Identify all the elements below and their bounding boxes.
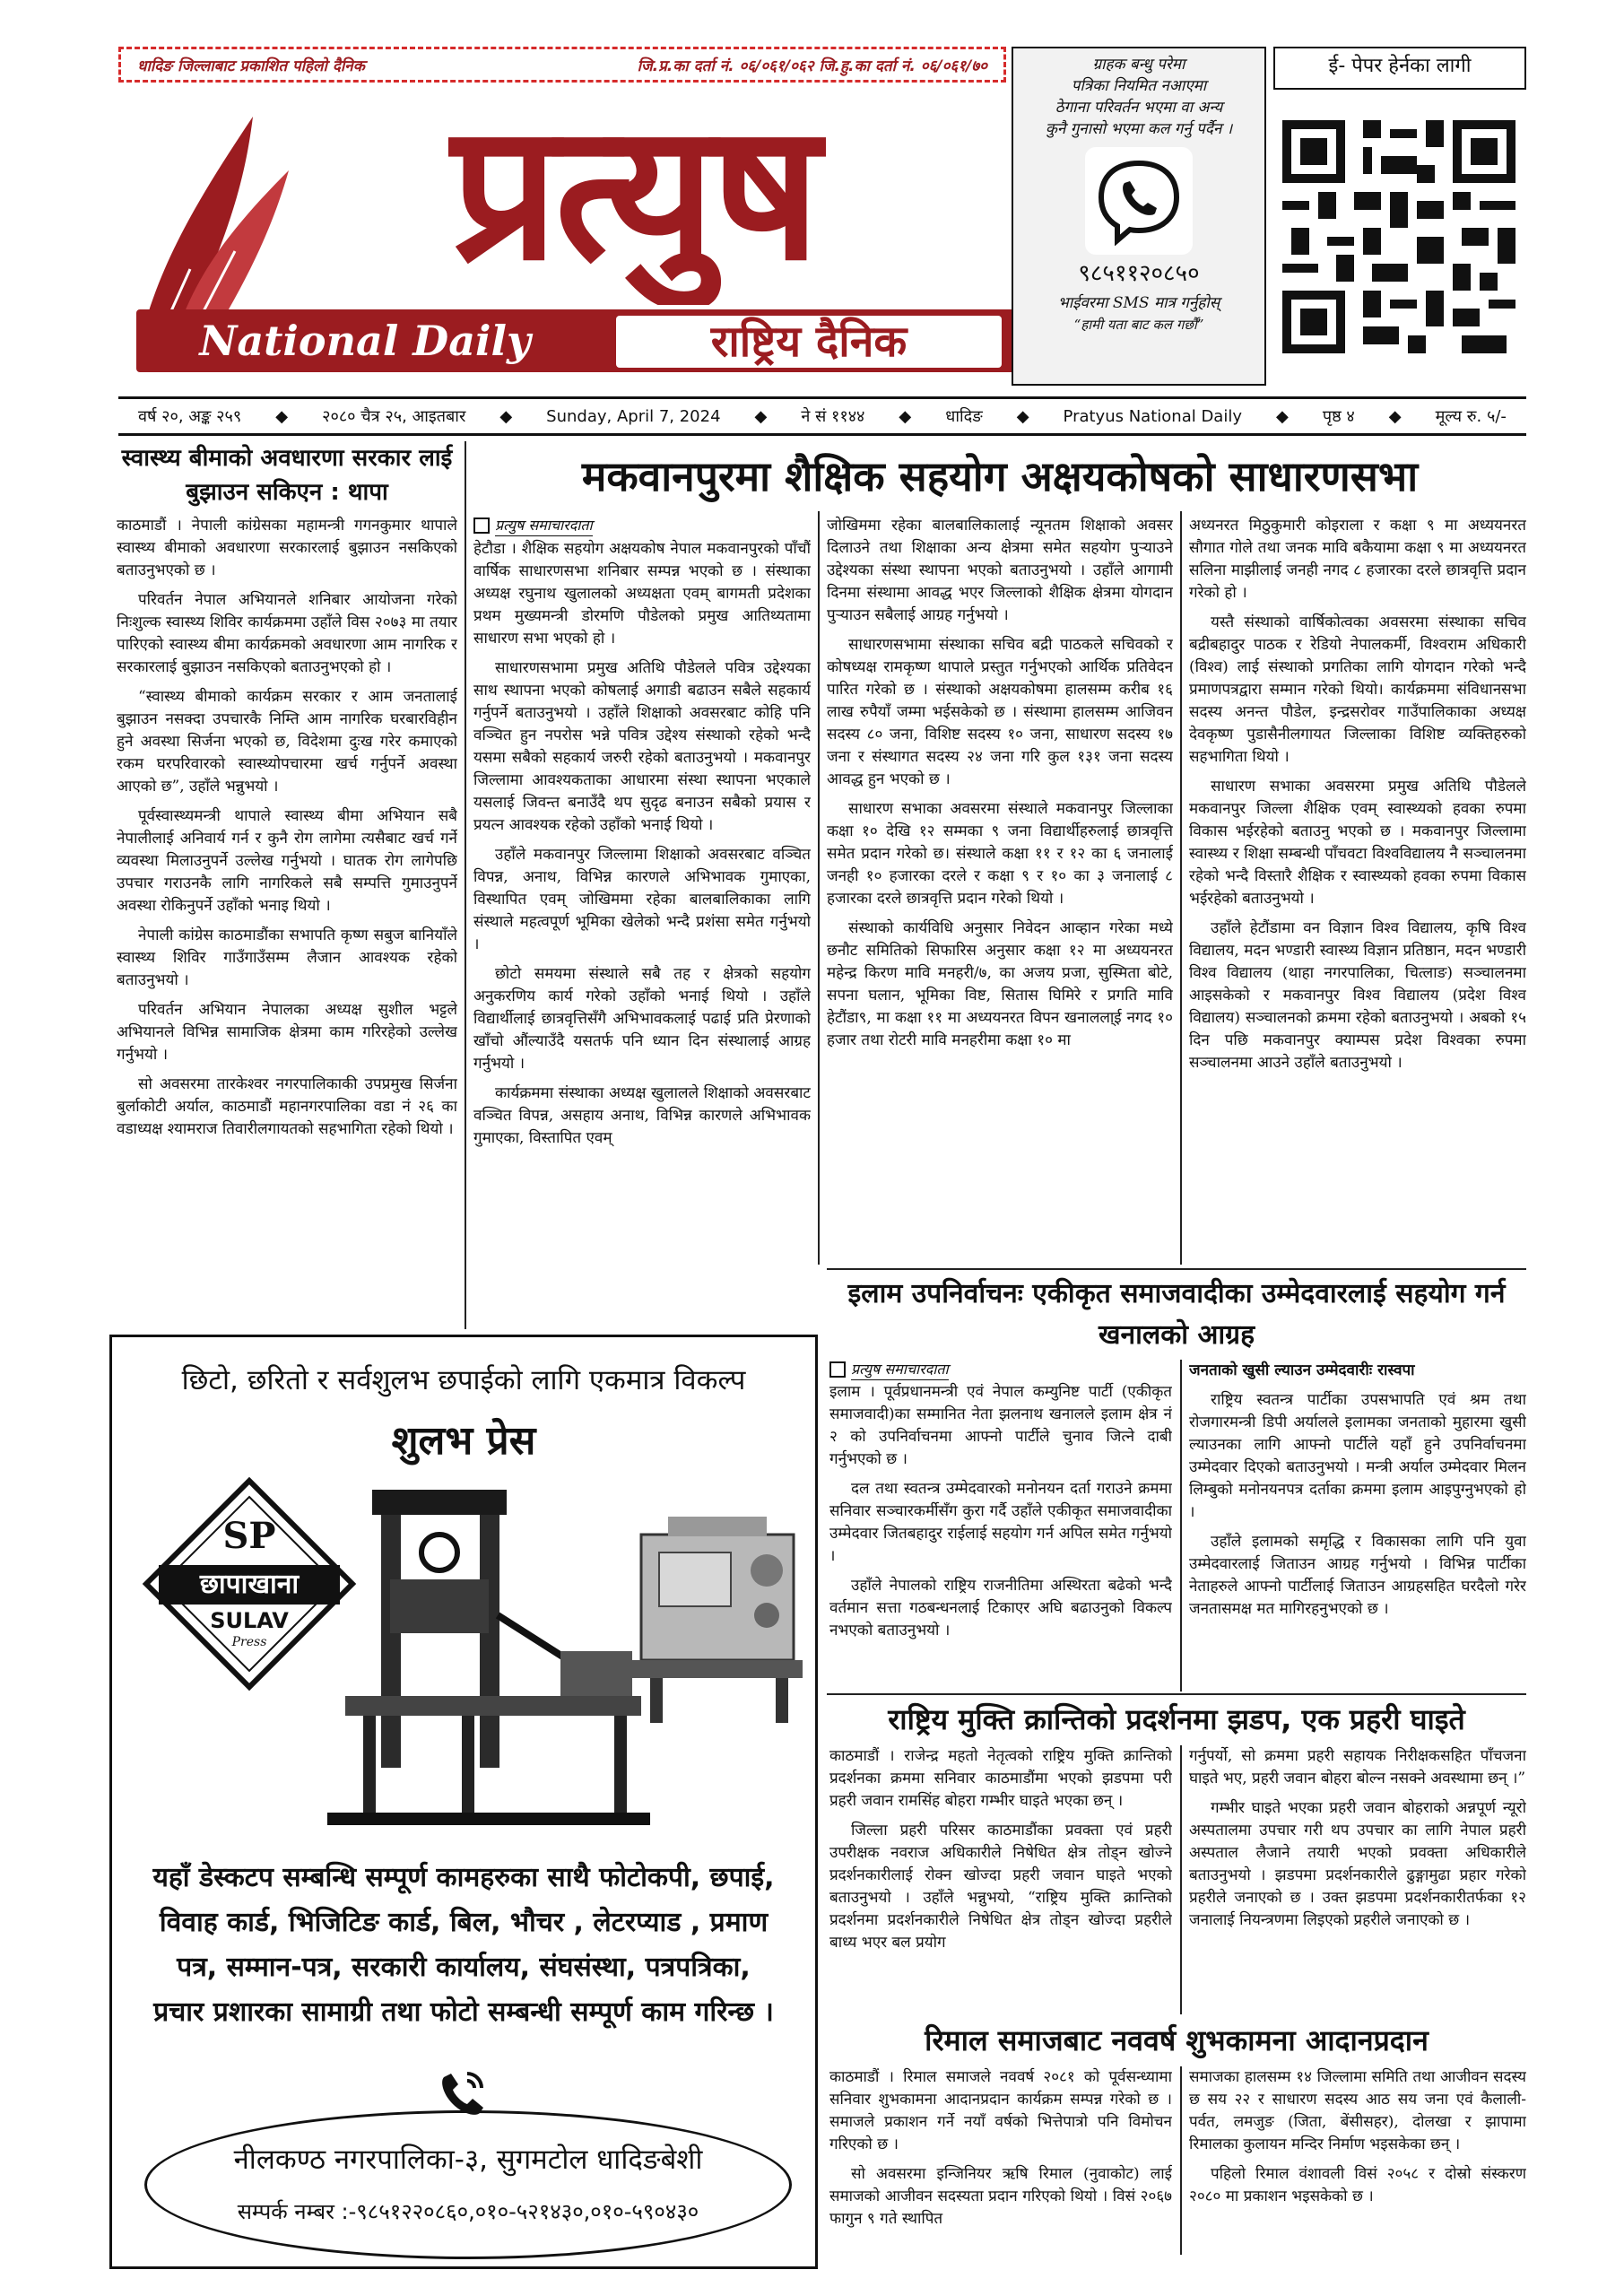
main-story-para: कार्यक्रममा संस्थाका अध्यक्ष खुलालले शिक्षाको अवसरबाट वञ्चित विपन्न, असहाय अनाथ, विभिन्न कारणले अभिभावक गुमाएका, विस्तापित एवम् <box>473 1084 811 1147</box>
ad-description: यहाँ डेस्कटप सम्बन्धि सम्पूर्ण कामहरुका साथै फोटोकपी, छपाई, विवाह कार्ड, भिजिटिङ कार्ड, बिल, भौचर , लेटरप्याड , प्रमाण पत्र, सम्मान-पत्र, सरकारी कार्यालय, संघसंस्था, पत्रपत्रिका, प्रचार प्रशारका सामाग्री तथा फोटो सम्बन्धी सम्पूर्ण काम गरिन्छ । <box>152 1862 775 2028</box>
notice-box <box>1012 47 1266 386</box>
main-story-para: अध्यनरत मिठुकुमारी कोइराला र कक्षा ९ मा अध्ययनरत सौगात गोले तथा जनक मावि बकैयामा कक्षा ९ मा अध्ययनरत सलिना माझीलाई जनही नगद ८ हजारका दरले छात्रवृत्ति प्रदान गरेको हो । <box>1189 517 1526 602</box>
logo-small: Press <box>231 1635 267 1649</box>
left-story-para: “स्वास्थ्य बीमाको कार्यक्रम सरकार र आम जनतालाई बुझाउन नसक्दा उपचारकै निम्ति आम नागरिक घरबारविहीन हुने अवस्था सिर्जना भएको छ, विदेशमा दुःख गरेर कमाएको रकम घरपरिवारको स्वास्थ्योपचारमा खर्च गर्नुपर्ने अवस्था आएको छ”, उहाँले भन्नुभयो । <box>117 688 457 796</box>
masthead-logo <box>118 83 1015 381</box>
offset-printer-icon <box>632 1499 812 1732</box>
notice-line-1: ग्राहक बन्धु परेमा <box>1092 56 1185 74</box>
left-story-para: नेपाली कांग्रेस काठमाडौंका सभापति कृष्ण सबुज बानियाँले स्वास्थ्य शिविर गाउँगाउँसम्म लैजान आवश्यक रहेको बताउनुभयो । <box>117 926 457 989</box>
masthead-subtitle-en: National Daily <box>199 317 531 365</box>
left-story-para: काठमाडौं । नेपाली कांग्रेसका महामन्त्री गगनकुमार थापाले स्वास्थ्य बीमाको अवधारणा सरकारलाई बुझाउन नसकिएको बताउनुभएको छ । <box>117 517 457 579</box>
main-story-para: संस्थाको कार्यविधि अनुसार निवेदन आव्हान गरेका मध्ये छनौट समितिको सिफारिस अनुसार कक्षा १२ मा अध्ययनरत महेन्द्र किरण मावि मनहरी/७, का अजय प्रजा, सुस्मिता बोटे, सपना घलान, भूमिका विष्ट, सितास घिमिरे र प्रगति मावि हेटौंडा९, मा कक्षा ११ मा अध्ययनरत विपन खनालला्ई नगद १० हजार तथा रोटरी मावि मनहरीमा कक्षा १० मा <box>827 919 1173 1049</box>
ad-name: शुलभ प्रेस <box>391 1418 536 1464</box>
byline-box-icon <box>829 1361 846 1378</box>
column-rule <box>818 511 820 1265</box>
left-story-body <box>117 515 457 1322</box>
ilam-story-col1 <box>829 1381 1172 1688</box>
rimal-story-para: सो अवसरमा इन्जिनियर ऋषि रिमाल (नुवाकोट) लाई समाजको आजीवन सदस्यता प्रदान गरिएको थियो । विसं २०६७ फागुन ९ गते स्थापित <box>829 2165 1172 2228</box>
masthead-subtitle-np: राष्ट्रिय दैनिक <box>616 316 1002 368</box>
ad-address: नीलकण्ठ नगरपालिका-३, सुगमटोल धादिङबेशी <box>233 2144 703 2176</box>
ilam-story-col2 <box>1189 1360 1526 1688</box>
byline-text: प्रत्युष समाचारदाता <box>851 1359 949 1380</box>
section-rule <box>827 1268 1526 1270</box>
main-story-byline <box>473 516 743 535</box>
info-ns: ने सं ११४४ <box>801 407 865 426</box>
notice-sms-line: भाईवरमा SMS मात्र गर्नुहोस् <box>1057 294 1220 312</box>
ad-contact-oval <box>144 2110 792 2259</box>
qr-code-icon[interactable] <box>1282 120 1515 353</box>
ilam-story-headline: इलाम उपनिर्वाचनः एकीकृत समाजवादीका उम्मेदवारलाई सहयोग गर्न खनालको आग्रह <box>847 1278 1506 1351</box>
ad-tagline: छिटो, छरितो र सर्वशुलभ छपाईको लागि एकमात्र विकल्प <box>181 1364 746 1396</box>
ilam-story-para: इलाम । पूर्वप्रधानमन्त्री एवं नेपाल कम्युनिष्ट पार्टी (एकीकृत समाजवादी)का सम्मानित नेता झलनाथ खनालले इलाम क्षेत्र नं २ को उपनिर्वाचनमा आफ्नो पार्टीले चुनाव जित्ने दाबी गर्नुभएको छ । <box>829 1383 1172 1468</box>
main-story-col2 <box>827 515 1173 1266</box>
column-rule <box>1180 2066 1182 2255</box>
ilam-story-byline <box>829 1360 1099 1379</box>
rimal-story-para: पहिलो रिमाल वंशावली विसं २०५८ र दोस्रो संस्करण २०८० मा प्रकाशन भइसकेको छ । <box>1189 2165 1526 2205</box>
logo-sp: SP <box>222 1515 276 1557</box>
ilam-story-para: राष्ट्रिय स्वतन्त्र पार्टीका उपसभापति एवं श्रम तथा रोजगारमन्त्री डिपी अर्यालले इलामका जनताको मुहारमा खुसी ल्याउनका लागि आफ्नो पार्टीले यहाँ हुने उपनिर्वाचनमा उम्मेदवार दिएको बताउनुभयो । मन्त्री अर्याल उम्मेदवार मिलन लिम्बुको मनोनयनपत्र दर्ताका क्रममा इलाम आइपुग्नुभएको हो । <box>1189 1391 1526 1521</box>
top-strip <box>118 47 1006 83</box>
main-story-para: साधारण सभाका अवसरमा प्रमुख अतिथि पौडेलले मकवानपुर जिल्ला शैक्षिक एवम् स्वास्थ्यको हवका रुपमा विकास भईरहेको बताउनु भएको छ । मकवानपुर जिल्लामा स्वास्थ्य र शिक्षा सम्बन्धी पाँचवटा विश्वविद्यालय नै सञ्चालनमा रहेको भन्दै विस्तारै शैक्षिक र स्वास्थ्यको हवका रुपमा विकास भईरहेको बताउनुभयो । <box>1189 778 1526 908</box>
main-story-para: साधारणसभामा प्रमुख अतिथि पौडेलले पवित्र उद्देश्यका साथ स्थापना भएको कोषलाई अगाडी बढाउन सबैले सहकार्य गर्नुपर्ने बताउनुभयो । उहाँले शिक्षाको अवसरबाट कोहि पनि वञ्चित हुन नपरोस भन्ने पवित्र उद्देश्य संस्थाको रहेको भन्दै यसमा सबैको सहकार्य जरुरी रहेको बताउनुभयो । मकवानपुर जिल्लामा आवश्यकताका आधारमा संस्था स्थापना भएकाले यसलाई जिवन्त बनाउँदै थप सुदृढ बनाउन सबैको प्रयास र प्रयत्न आवश्यक रहेको उहाँको भनाई थियो । <box>473 659 811 834</box>
info-brand: Pratyus National Daily <box>1063 406 1242 426</box>
notice-quote: “हामी यता बाट कल गर्छौं” <box>1073 317 1204 333</box>
info-bar: वर्ष २०, अङ्क २५९ ◆ २०८० चैत्र २५, आइतबार ◆ Sunday, April 7, 2024 ◆ ने सं ११४४ ◆ धादिङ ◆ Pratyus National Daily ◆ पृष्ठ ४ ◆ मूल्य रु. ५/- <box>118 396 1526 436</box>
notice-line-3: ठेगाना परिवर्तन भएमा वा अन्य <box>1055 99 1223 117</box>
left-story-para: परिवर्तन नेपाल अभियानले शनिबार आयोजना गरेको निःशुल्क स्वास्थ्य शिविर कार्यक्रममा उहाँले विस २०७३ मा तयार पारिएको स्वास्थ्य बीमा कार्यक्रमको अवधारणा आम नागरिक र सरकारलाई बुझाउन नसकिएको बताउनुभएको हो । <box>117 591 457 676</box>
notice-line-2: पत्रिका नियमित नआएमा <box>1071 77 1207 95</box>
ilam-story-subhead: जनताको खुसी ल्याउन उम्मेदवारीः रास्वपा <box>1189 1361 1415 1379</box>
column-rule <box>1180 511 1182 1265</box>
ilam-story-para: दल तथा स्वतन्त्र उम्मेदवारको मनोनयन दर्ता गराउने क्रममा सनिवार सञ्चारकर्मीसँग कुरा गर्दै उहाँले एकीकृत समाजवादीका उम्मेदवार जितबहादुर राईलाई सहयोग गर्न अपिल समेत गर्नुभयो । <box>829 1480 1172 1565</box>
main-story-para: साधारणसभामा संस्थाका सचिव बद्री पाठकले सचिवको र कोषध्यक्ष रामकृष्ण थापाले प्रस्तुत गर्नुभएको आर्थिक प्रतिवेदन पारित गरेको छ । संस्थाको अक्षयकोषमा हालसम्म करीब १६ लाख रुपैयाँ जम्मा भईसकेको छ । संस्थामा हालसम्म आजिवन सदस्य ८० जना, विशिष्ट सदस्य १० जना, साधारण सदस्य १७ जना र संस्थागत सदस्य २४ जना गरि कुल १३१ जना सदस्य आवद्ध हुन भएको छ । <box>827 636 1173 788</box>
main-story-col3 <box>1189 515 1526 1266</box>
rimal-story-para: काठमाडौं । रिमाल समाजले नववर्ष २०८१ को पूर्वसन्ध्यामा सनिवार शुभकामना आदानप्रदान कार्यक्रम सम्पन्न गरेको छ । समाजले प्रकाशन गर्ने नयाँ वर्षको भित्तेपात्रो पनि विमोचन गरिएको छ । <box>829 2068 1172 2153</box>
column-rule <box>465 441 466 1329</box>
rimal-story-col2 <box>1189 2066 1526 2255</box>
info-year-issue: वर्ष २०, अङ्क २५९ <box>138 407 242 426</box>
main-story-para: साधारण सभाका अवसरमा संस्थाले मकवानपुर जिल्लाका कक्षा १० देखि १२ सम्मका ९ जना विद्यार्थीहरुलाई छात्रवृत्ति समेत प्रदान गरेको छ। संस्थाले कक्षा ११ र १२ का ६ जनालाई जनही १० हजारका दरले र कक्षा ९ र १० का ३ जनालाई ८ हजारका दरले छात्रवृत्ति प्रदान गरेको थियो । <box>827 800 1173 908</box>
rimal-story-col1 <box>829 2066 1172 2255</box>
column-rule <box>1180 1360 1182 1692</box>
info-price: मूल्य रु. ५/- <box>1435 407 1507 426</box>
main-story-para: यस्तै संस्थाको वार्षिकोत्वका अवसरमा संस्थाका सचिव बद्रीबहादुर पाठक र रेडियो नेपालकर्मी, विश्वराम अधिकारी (विश्व) लाई संस्थाको प्रगतिका लागि योगदान गरेको भन्दै प्रमाणपत्रद्वारा सम्मान गरेको थियो। कार्यक्रममा संविधानसभा सदस्य अनन्त पौडेल, इन्द्रसरोवर गाउँपालिकाका अध्यक्ष देवकृष्ण पुडासैनीलगायत जिल्लाका विशिष्ट व्यक्तिहरुको सहभागिता थियो । <box>1189 613 1526 766</box>
ad-contact: सम्पर्क नम्बर :-९८५१२२०८६०,०१०-५२१४३०,०१०-५९०४३० <box>237 2199 699 2224</box>
main-story-para: जोखिममा रहेका बालबालिकालाई न्यूनतम शिक्षाको अवसर दिलाउने तथा शिक्षाका अन्य क्षेत्रमा समेत सहयोग पुऱ्याउने उद्देश्यका संस्था स्थापना भएको बताउनुभयो । उहाँले आगामी दिनमा संस्थामा आवद्ध भएर जिल्लाको शैक्षिक क्षेत्रमा योगदान पुऱ्याउन सबैलाई आग्रह गर्नुभयो । <box>827 517 1173 624</box>
byline-box-icon <box>473 517 490 534</box>
police-story-para: गम्भीर घाइते भएका प्रहरी जवान बोहराको अन्नपूर्ण न्यूरो अस्पतालमा उपचार गरी थप उपचार का लागि नेपाल प्रहरी अस्पताल लैजाने तयारी भएको प्रवक्ता अधिकारीले बताउनुभयो । झडपमा प्रदर्शनकारीले ढुङ्गामुढा प्रहार गरेको प्रहरीले जनाएको छ । उक्त झडपमा प्रदर्शनकारीतर्फका १२ जनालाई नियन्त्रणमा लिइएको प्रहरीले जनाएको छ । <box>1189 1799 1526 1929</box>
main-story-headline: मकवानपुरमा शैक्षिक सहयोग अक्षयकोषको साधारणसभा <box>581 452 1419 500</box>
press-advertisement <box>109 1335 818 2269</box>
ilam-story-para: उहाँले नेपालको राष्ट्रिय राजनीतिमा अस्थिरता बढेको भन्दै वर्तमान सत्ता गठबन्धनलाई टिकाएर अघि बढाउनुको विकल्प नभएको बताउनुभयो । <box>829 1577 1172 1639</box>
police-story-para: जिल्ला प्रहरी परिसर काठमाडौंका प्रवक्ता एवं प्रहरी उपरीक्षक नवराज अधिकारीले निषेधित क्षेत्र तोड्न खोज्ने प्रदर्शनकारीलाई रोक्न खोज्दा प्रहरी जवान घाइते भएको बताउनुभयो । उहाँले भन्नुभयो, “राष्ट्रिय मुक्ति क्रान्तिको प्रदर्शनमा प्रदर्शनकारीले निषेधित क्षेत्र तोड्न खोज्दा प्रहरीले बाध्य भएर बल प्रयोग <box>829 1822 1172 1952</box>
info-place: धादिङ <box>945 407 983 426</box>
rimal-story-para: समाजका हालसम्म १४ जिल्लामा समिति तथा आजीवन सदस्य छ सय २२ र साधारण सदस्य आठ सय जना एवं कैलाली-पर्वत, लमजुङ (जिता, बेंसीसहर), दोलखा र झापामा रिमालका कुलायन मन्दिर निर्माण भइसकेका छन् । <box>1189 2068 1526 2153</box>
top-strip-left: धादिङ जिल्लाबाट प्रकाशित पहिलो दैनिक <box>137 57 365 75</box>
main-story-para: हेटौडा । शैक्षिक सहयोग अक्षयकोष नेपाल मकवानपुरको पाँचौं वार्षिक साधारणसभा शनिबार सम्पन्न भएको छ । संस्थाका अध्यक्ष रघुनाथ खुलालको अध्यक्षता एवम् बागमती प्रदेशका प्रथम मुख्यमन्त्री डोरमणि पौडेलको प्रमुख आतिथ्यतामा साधारण सभा भएको हो । <box>473 540 811 648</box>
police-story-col2 <box>1189 1745 1526 2014</box>
logo-en: SULAV <box>210 1608 289 1633</box>
column-rule <box>1180 1745 1182 2014</box>
left-story-para: सो अवसरमा तारकेश्वर नगरपालिकाकी उपप्रमुख सिर्जना बुर्लाकोटी अर्याल, काठमाडौं महानगरपालिका वडा नं २६ का वडाध्यक्ष श्यामराज तिवारीलगायतको सहभागिता रहेको थियो । <box>117 1075 457 1138</box>
police-story-col1 <box>829 1745 1172 2014</box>
ilam-story-para: उहाँले इलामको समृद्धि र विकासका लागि पनि युवा उम्मेदवारलाई जिताउन आग्रह गर्नुभयो । विभिन्न पार्टीका नेताहरुले आफ्नो पार्टीलाई जिताउन आग्रहसहित घरदैलो गरेर जनतासमक्ष मत मागिरहनुभएको छ । <box>1189 1533 1526 1618</box>
viber-phone-icon <box>1085 147 1193 255</box>
left-story-para: पूर्वस्वास्थ्यमन्त्री थापाले स्वास्थ्य बीमा अभियान सबै नेपालीलाई अनिवार्य गर्न र कुनै रोग लागेमा त्यसैबाट खर्च गर्ने व्यवस्था मिलाउनुपर्ने उल्लेख गर्नुभयो । घातक रोग लागेपछि उपचार गराउनकै लागि नागरिकले सबै सम्पत्ति गुमाउनुपर्ने अवस्था रोकिनुपर्ने उहाँको भनाइ थियो । <box>117 807 457 915</box>
top-strip-right: जि.प्र.का दर्ता नं. ०६/०६१/०६२ जि.हु.का दर्ता नं. ०६/०६१/७० <box>637 57 987 75</box>
rimal-story-headline: रिमाल समाजबाट नववर्ष शुभकामना आदानप्रदान <box>925 2023 1429 2057</box>
police-story-headline: राष्ट्रिय मुक्ति क्रान्तिको प्रदर्शनमा झडप, एक प्रहरी घाइते <box>888 1702 1465 1736</box>
info-page: पृष्ठ ४ <box>1322 407 1355 426</box>
main-story-para: उहाँले मकवानपुर जिल्लामा शिक्षाको अवसरबाट वञ्चित विपन्न, अनाथ, विभिन्न कारणले अभिभावक गुमाएका, विस्थापित एवम् जोखिममा रहेका बालबालिकाका लागि संस्थाले महत्वपूर्ण भूमिका खेलेको भन्दै प्रशंसा समेत गर्नुभयो । <box>473 846 811 953</box>
info-nepali-date: २०८० चैत्र २५, आइतबार <box>322 407 466 426</box>
epaper-label: ई- पेपर हेर्नका लागी <box>1273 47 1526 90</box>
left-story-headline: स्वास्थ्य बीमाको अवधारणा सरकार लाई बुझाउन सकिएन : थापा <box>121 445 453 506</box>
byline-text: प्रत्युष समाचारदाता <box>495 515 593 536</box>
masthead-title: प्रत्युष <box>451 83 817 302</box>
hand-press-machine-icon <box>327 1472 668 1848</box>
epaper-box <box>1273 47 1526 386</box>
left-story-para: परिवर्तन अभियान नेपालका अध्यक्ष सुशील भट्टले अभियानले विभिन्न सामाजिक क्षेत्रमा काम गरिरहेको उल्लेख गर्नुभयो । <box>117 1001 457 1064</box>
section-rule <box>827 1693 1526 1695</box>
police-story-para: गर्नुपर्यो, सो क्रममा प्रहरी सहायक निरीक्षकसहित पाँचजना घाइते भए, प्रहरी जवान बोहरा बोल्न नसक्ने अवस्थामा छन् ।” <box>1189 1747 1526 1787</box>
notice-line-4: कुनै गुनासो भएमा कल गर्नु पर्दैन । <box>1045 120 1233 138</box>
police-story-para: काठमाडौं । राजेन्द्र महतो नेतृत्वको राष्ट्रिय मुक्ति क्रान्तिको प्रदर्शनका क्रममा सनिवार काठमाडौंमा भएको झडपमा परी प्रहरी जवान रामसिंह बोहरा गम्भीर घाइते भएका छन् । <box>829 1747 1172 1810</box>
logo-band: छापाखाना <box>199 1569 300 1600</box>
notice-phone: ९८५११२०८५० <box>1078 260 1200 287</box>
info-english-date: Sunday, April 7, 2024 <box>546 406 721 426</box>
main-story-para: उहाँले हेटौंडामा वन विज्ञान विश्व विद्यालय, कृषि विश्व विद्यालय, मदन भण्डारी स्वास्थ्य विज्ञान प्रतिष्ठान, मदन भण्डारी विश्व विद्यालय (थाहा नगरपालिका, चित्लाङ) सञ्चालनमा आइसकेको र मकवानपुर विश्व विद्यालय (प्रदेश विश्व विद्यालय) सञ्चालनको क्रममा रहेको बताउनुभयो । अबको १५ दिन पछि मकवानपुर क्याम्पस प्रदेश विश्वका रुपमा सञ्चालनमा आउने उहाँले बताउनुभयो । <box>1189 919 1526 1072</box>
main-story-para: छोटो समयमा संस्थाले सबै तह र क्षेत्रको सहयोग अनुकरणिय कार्य गरेको उहाँको भनाई थियो । उहाँले विद्यार्थीलाई छात्रवृत्तिसँगै अभिभावकलाई पढाई प्रति प्रेरणाको खाँचो औंल्याउँदै यसतर्फ पनि ध्यान दिन संस्थालाई आग्रह गर्नुभयो । <box>473 965 811 1073</box>
main-story-col1 <box>473 538 811 1326</box>
